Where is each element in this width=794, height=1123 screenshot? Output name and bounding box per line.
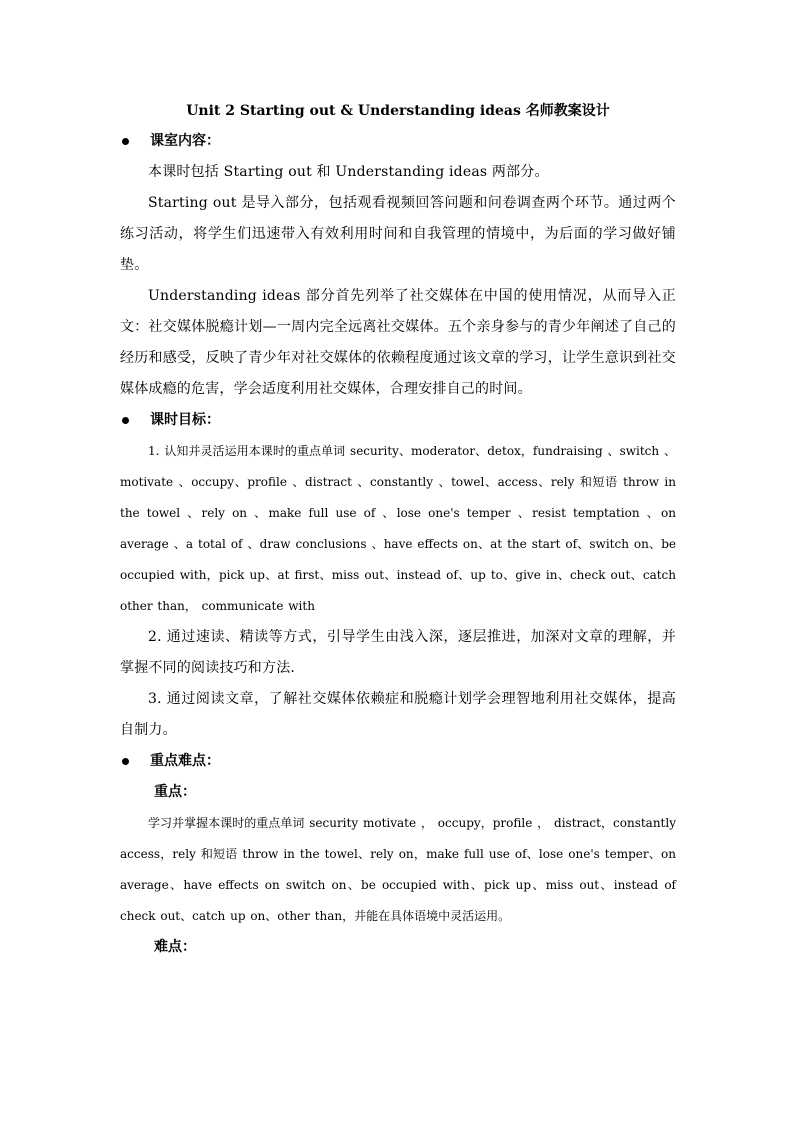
paragraph: Understanding ideas 部分首先列举了社交媒体在中国的使用情况，从而导入正文：社交媒体脱瘾计划—一周内完全远离社交媒体。五个亲身参与的青少年阐述了自己的经历和感受，反映了青少年对社交媒体的依赖程度通过该文章的学习，让学生意识到社交媒体成瘾的危害，学会适度利用社交媒体，合理安排自己的时间。 bbox=[120, 288, 676, 397]
section-heading-objectives bbox=[120, 405, 676, 436]
section-heading-content bbox=[120, 126, 676, 157]
paragraph: 本课时包括 Starting out 和 Understanding ideas 两部分。 bbox=[148, 164, 549, 180]
section-heading-key-points bbox=[120, 746, 676, 777]
section-heading-label: 课时目标： bbox=[150, 412, 220, 428]
paragraph-key-points: 学习并掌握本课时的重点单词 security motivate ， occupy，profile ， distract，constantly access，rely 和短语 throw in the towel、rely on，make full use of、lose one's temper、on average、have effects on switch on、be occupied with、pick up、miss out、instead of check out、catch up on、other than，并能在具体语境中灵活运用。 bbox=[120, 816, 676, 923]
paragraph: 2. 通过速读、精读等方式，引导学生由浅入深，逐层推进，加深对文章的理解，并掌握不同的阅读技巧和方法. bbox=[120, 629, 676, 676]
document-title: Unit 2 Starting out & Understanding ideas 名师教案设计 bbox=[186, 103, 610, 119]
subheading-difficult: 难点： bbox=[154, 939, 196, 955]
document-body bbox=[120, 100, 676, 963]
subheading-key: 重点： bbox=[154, 784, 196, 800]
paragraph: 3. 通过阅读文章，了解社交媒体依赖症和脱瘾计划学会理智地利用社交媒体，提高自制力。 bbox=[120, 691, 676, 738]
section-heading-label: 重点难点： bbox=[150, 753, 220, 769]
bullet-icon bbox=[122, 417, 129, 424]
bullet-icon bbox=[122, 138, 129, 145]
section-heading-label: 课室内容： bbox=[150, 133, 220, 149]
paragraph: Starting out 是导入部分，包括观看视频回答问题和问卷调查两个环节。通过两个练习活动，将学生们迅速带入有效利用时间和自我管理的情境中，为后面的学习做好铺垫。 bbox=[120, 195, 676, 273]
paragraph-vocabulary: 1. 认知并灵活运用本课时的重点单词 security、moderator、detox，fundraising 、switch 、motivate 、occupy、profile 、distract 、constantly 、towel、access、rely 和短语 throw in the towel 、rely on 、make full use of 、lose one's temper 、resist temptation 、on average 、a total of 、draw conclusions 、have effects on、at the start of、switch on、be occupied with，pick up、at first、miss out、instead of、up to、give in、check out、catch other than， communicate with bbox=[120, 444, 676, 613]
bullet-icon bbox=[122, 758, 129, 765]
